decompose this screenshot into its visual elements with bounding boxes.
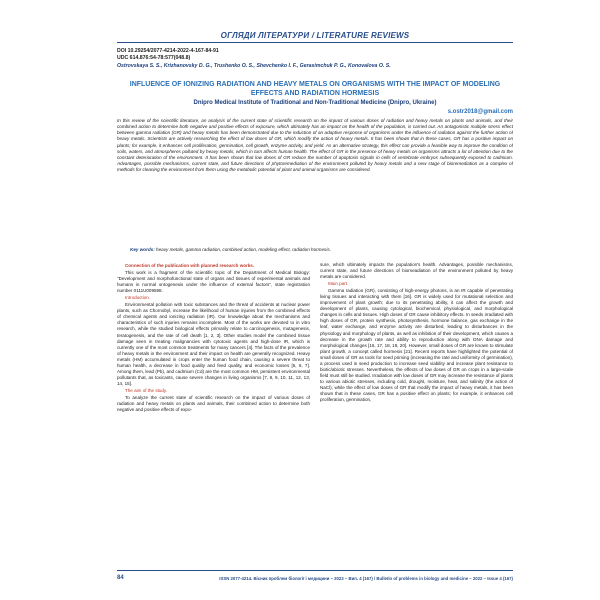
section-heading-introduction: Introduction.	[125, 295, 151, 301]
doi-line: DOI 10.29254/2077-4214-2022-4-167-84-91	[117, 48, 219, 54]
paragraph-connection: This work is a fragment of the scientific topic of the Department of Medical Biology: "Development and morphofunctional state of organs and tissues of experimental animals and humans in normal ontogenesis under the influence of external factors", state registration number 0111U009598.	[117, 270, 310, 294]
keywords	[130, 247, 513, 253]
paragraph-aim: To analyze the current state of scientific research on the impact of various doses of radiation and heavy metals on plants and animals, their combined action to determine both negative and positive effects of expo-	[117, 394, 310, 413]
section-heading-aim: The aim of the study.	[125, 387, 168, 393]
keywords-label: Key words:	[130, 247, 155, 252]
contact-email[interactable]: s.ostr2018@gmail.com	[447, 109, 513, 115]
article-title: INFLUENCE OF IONIZING RADIATION AND HEAVY METALS ON ORGANISMS WITH THE IMPACT OF MODELING EFFECTS AND RADIATION HORMESIS	[129, 81, 501, 97]
keywords-text: heavy metals, gamma radiation, combined action, modeling effect, radiation hormesis.	[156, 247, 331, 252]
udc-line: UDC 614.876:54-78:577(048.8)	[117, 55, 191, 61]
paragraph-continued: sure, which ultimately impacts the population's health. Advantages, possible mechanisms, current state, and future directions of biomeadiation of the environment polluted by heavy metals are considered.	[320, 262, 513, 280]
body-column-left	[117, 262, 310, 566]
body-column-right	[320, 262, 513, 566]
section-heading-connection: Connection of the publication with planned research works.	[125, 263, 255, 268]
authors-line: Ostrovskaya S. S., Krizhanovsky D. G., Trushenko O. S., Shevchenko I. F., Gerasimchuk P. G., Konovalova O. S.	[117, 63, 391, 69]
header-divider	[117, 42, 513, 43]
section-heading-main-part: Main part.	[328, 281, 349, 287]
affiliation: Dnipro Medical Institute of Traditional and Non-Traditional Medicine (Dnipro, Ukraine)	[193, 100, 437, 106]
footer-divider	[117, 570, 513, 571]
page-number: 84	[117, 575, 124, 581]
abstract: In this review of the scientific literature, an analysis of the current state of scientific research on the impact of various doses of radiation and heavy metals on plants and animals, and their combined action to determine both negative and positive effects of exposure, which ultimately has an impact on the health of the population, is carried out. An antagonistic multiple stress effect between gamma radiation (GR) and heavy metals has been demonstrated due to the induction of an adaptive response of organisms under the influence of radiation against the further action of heavy metals. Scientists are actively researching the effect of low doses of GR, which modify the action of heavy metals. It has been shown that in these cases, GR has a positive impact on plants; for example, it enhances cell proliferation, germination, cell growth, enzyme activity, and yield. As an alternative strategy, this effect can provide a feasible way to improve the condition of soils, waters, and atmospheres polluted by heavy metals, which in turn affects human health. The effect of GR in the presence of heavy metals on organisms attracts a lot of attention due to the constant deterioration of the environment. It has been shown that low doses of GR reduce the number of apoptosis signals in cells of vertebrate embryos subsequently exposed to cadmium. Advantages, possible mechanisms, current state, and future directions of phytoremediation of the environment polluted by heavy metals and a new stage of bioremediation as a complex of methods for cleaning the environment from them using the metabolic potential of plant and animal organisms are considered.	[117, 118, 513, 173]
paragraph-main-part: Gamma radiation (GR), consisting of high-energy photons, is an IR capable of penetrating living tissues and interacting with them [16]. GR is widely used for mutational selection and improvement of plant growth; due to its penetrating ability, it can affect the growth and development of plants, causing cytological, biochemical, physiological, and morphological changes in cells and tissues. High doses of GR cause inhibitory effects. In seeds irradiated with high doses of GR, protein synthesis, photosynthesis, hormone balance, gas exchange in the leaf, water exchange, and enzyme activity are disturbed, leading to disturbances in the physiology and morphology of plants, as well as inhibition of their development, which causes a decrease in the growth rate and ability to reproduction along with DNA damage and morphological changes [16, 17, 18, 19, 20]. However, small doses of GR are known to stimulate plant growth, a concept called hormesis [21]. Recent reports have highlighted the potential of small doses of GR as tools for seed priming (increasing the rate and uniformity of germination), a process used in seed production to increase seed viability and increase plant resistance to biotic/abiotic stresses. Nevertheless, the effects of low doses of GR on crops in a large-scale field must still be studied. Irradiation with low doses of GR may increase the resistance of plants to various abiotic stresses, including cold, drought, moisture, heat, and salinity (the action of NaCl), while the effect of low doses of GR that modify the impact of heavy metals, it has been shown that in these cases, GR has a positive effect on plants; for example, it enhances cell proliferation, germination,	[320, 288, 513, 403]
section-header: ОГЛЯДИ ЛІТЕРАТУРИ / LITERATURE REVIEWS	[220, 31, 410, 40]
journal-footer: ISSN 2077-4214. Вісник проблем біології і медицини – 2022 – Вип. 4 (167) / Bulletin of problems in biology and medicine – 2022 – Issue 4 (167)	[219, 576, 513, 581]
paragraph-introduction: Environmental pollution with toxic substances and the threat of accidents at nuclear power plants, such as Chornobyl, increase the likelihood of human injuries from the combined effects of chemical agents and ionizing radiation (IR). Our knowledge about the mechanisms and characteristics of such injuries remains incomplete. Most of the works are devoted to in vitro research, while the studied biological effects primarily relate to carcinogenesis, mutagenesis, teratogenesis, and the rate of cell death [1, 2, 3]. Other studies model the combined tissue damage seen in treating malignancies with cytotoxic agents and high-dose IR, which is currently one of the most common treatments for many cancers [4]. The facts of the prevalence of heavy metals in the environment and their impact on health are generally recognized. Heavy metals (HM) accumulated in crops enter the human food chain, causing a severe threat to human health, a decrease in food quality and feed quality, and economic losses [5, 6, 7]. Among them, lead (Pb), and cadmium (Cd) are the most common HM, persistent environmental pollutants that, as toxicants, cause severe changes in living organisms [7, 8, 9, 10, 11, 12, 13, 14, 15].	[117, 302, 310, 386]
